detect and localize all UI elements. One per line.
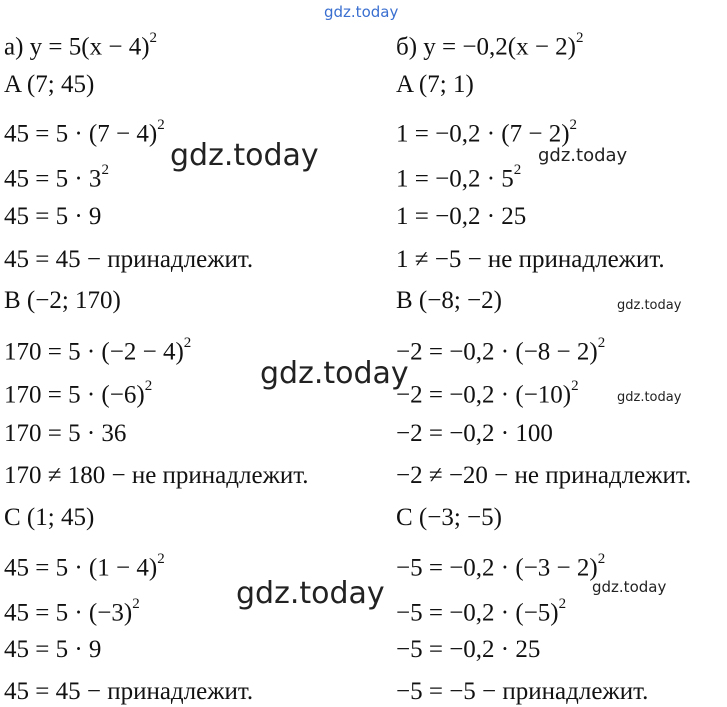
- conclusion-line: 1 ≠ −5 − не принадлежит.: [396, 246, 665, 273]
- equation-text: −5 = −0,2 · (−5): [396, 599, 559, 627]
- equation-line: 45 = 5 · 9: [4, 636, 102, 663]
- exponent: 2: [132, 596, 140, 612]
- equation-line: [4, 158, 109, 194]
- conclusion-line: 45 = 45 − принадлежит.: [4, 246, 254, 273]
- exponent: 2: [144, 378, 153, 394]
- equation-line: −5 = −0,2 · 25: [396, 636, 541, 663]
- exponent: 2: [597, 335, 606, 351]
- equation-line: [4, 113, 165, 149]
- equation-line: [4, 592, 140, 628]
- watermark-small: gdz.today: [617, 298, 682, 313]
- exponent: 2: [101, 162, 109, 178]
- exponent: 2: [157, 551, 165, 567]
- equation-line: [4, 547, 165, 583]
- exponent: 2: [558, 596, 567, 612]
- point-c-label: C (−3; −5): [396, 504, 502, 531]
- equation-line: [396, 113, 577, 149]
- conclusion-line: −2 ≠ −20 − не принадлежит.: [396, 462, 692, 489]
- equation-line: 1 = −0,2 · 25: [396, 203, 527, 230]
- watermark-small: gdz.today: [617, 390, 682, 405]
- equation-text: 45 = 5 · 3: [4, 165, 102, 193]
- exponent: 2: [597, 551, 606, 567]
- watermark-large: gdz.today: [236, 576, 385, 611]
- function-a-text: а) y = 5(x − 4): [4, 33, 150, 61]
- exponent: 2: [513, 162, 522, 178]
- equation-text: −2 = −0,2 · (−8 − 2): [396, 338, 598, 366]
- watermark-top: gdz.today: [324, 3, 399, 21]
- equation-line: [396, 374, 579, 410]
- equation-line: 45 = 5 · 9: [4, 203, 102, 230]
- equation-line: [396, 331, 605, 367]
- equation-line: −2 = −0,2 · 100: [396, 420, 553, 447]
- point-c-label: C (1; 45): [4, 504, 95, 531]
- equation-line: 170 = 5 · 36: [4, 420, 127, 447]
- equation-line: [4, 331, 191, 367]
- equation-text: 170 = 5 · (−2 − 4): [4, 338, 184, 366]
- exponent: 2: [149, 30, 158, 46]
- exponent: 2: [576, 30, 584, 46]
- exponent: 2: [183, 335, 192, 351]
- exponent: 2: [569, 117, 578, 133]
- equation-text: 170 = 5 · (−6): [4, 381, 145, 409]
- point-a-label: A (7; 1): [396, 71, 474, 98]
- equation-text: 45 = 5 · (−3): [4, 599, 133, 627]
- conclusion-line: 45 = 45 − принадлежит.: [4, 678, 254, 705]
- function-b-text: б) y = −0,2(x − 2): [396, 33, 576, 61]
- watermark-medium: gdz.today: [538, 145, 628, 166]
- conclusion-line: 170 ≠ 180 − не принадлежит.: [4, 462, 309, 489]
- watermark-small: gdz.today: [592, 578, 667, 596]
- exponent: 2: [571, 378, 579, 394]
- watermark-large: gdz.today: [260, 356, 409, 391]
- function-a-line: [4, 26, 157, 62]
- function-b-line: [396, 26, 584, 62]
- equation-line: [396, 158, 521, 194]
- equation-text: −5 = −0,2 · (−3 − 2): [396, 554, 598, 582]
- point-a-label: A (7; 45): [4, 71, 95, 98]
- watermark-large: gdz.today: [170, 138, 319, 173]
- point-b-label: B (−2; 170): [4, 287, 121, 314]
- equation-text: 45 = 5 · (1 − 4): [4, 554, 158, 582]
- exponent: 2: [157, 117, 165, 133]
- equation-text: 1 = −0,2 · 5: [396, 165, 514, 193]
- equation-text: 1 = −0,2 · (7 − 2): [396, 120, 570, 148]
- equation-text: 45 = 5 · (7 − 4): [4, 120, 158, 148]
- conclusion-line: −5 = −5 − принадлежит.: [396, 678, 649, 705]
- equation-text: −2 = −0,2 · (−10): [396, 381, 572, 409]
- equation-line: [396, 547, 605, 583]
- point-b-label: B (−8; −2): [396, 287, 502, 314]
- equation-line: [396, 592, 566, 628]
- equation-line: [4, 374, 152, 410]
